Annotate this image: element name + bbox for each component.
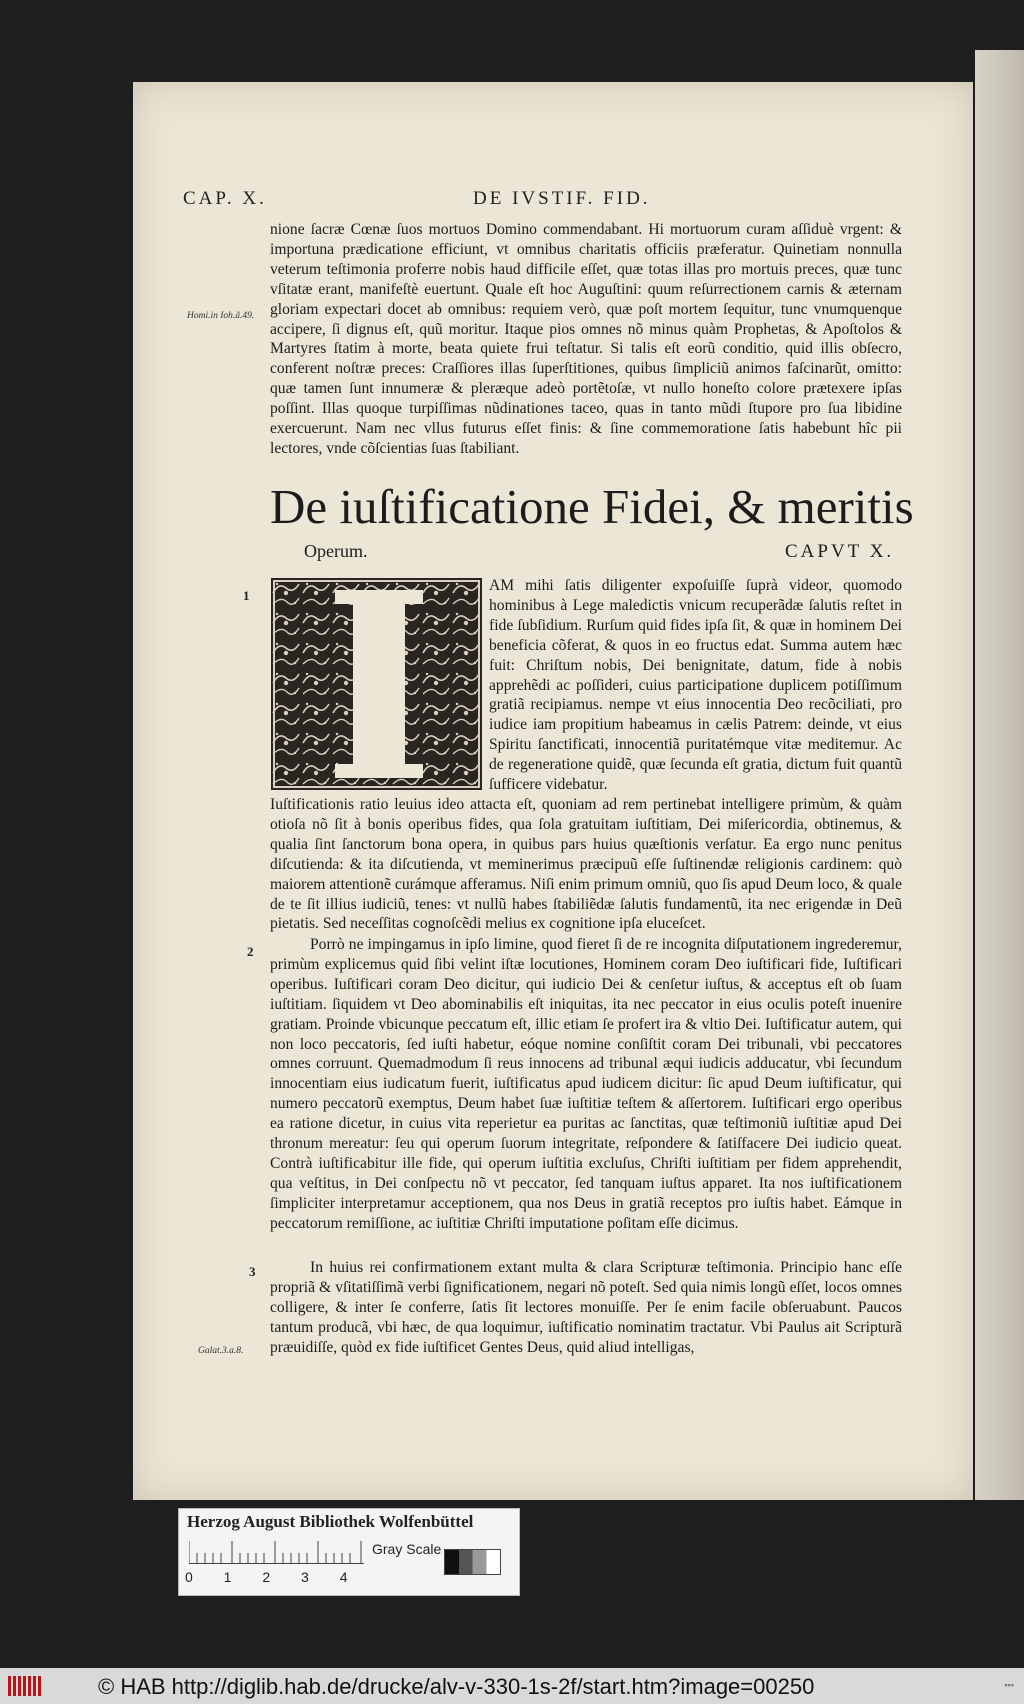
section-number-1: 1 xyxy=(243,588,250,603)
decorated-initial-letter xyxy=(271,578,482,790)
paragraph-one-continuation: Iuſtificationis ratio leuius ideo attacta eſt, quoniam ad rem pertinebat intelligere primùm, & quàm otioſa nõ ſit à bonis operibus fides, qua ſola gratuitam iuſtitiam, Dei miſericordia, obtinemus, & qualia ſint ſanctorum bona opera, in quibus pars huius quæſtionis verſatur. Ea ergo nunc penitus diſcutienda: & ita diſcutienda, vt meminerimus præcipuũ eſſe ſuſtinendæ religionis cardinem: quò maiorem attentionẽ curámque afferamus. Niſi enim primum omniũ, quo ſis apud Deum loco, & quale de te ſit illius iudiciũ, tenes: vt nullũ habes ſtabiliẽdæ ſalutis fundamentũ, ita nec erigendæ in Deũ pietatis. Sed neceſſitas cognoſcẽdi melius ex cognitione ipſa eluceſcet. xyxy=(270,796,902,933)
source-url[interactable]: © HAB http://diglib.hab.de/drucke/alv-v-330-1s-2f/start.htm?image=00250 xyxy=(98,1674,815,1699)
library-color-card xyxy=(178,1508,520,1596)
url-bar xyxy=(0,1668,1024,1704)
ruler-ticks-icon xyxy=(189,1541,364,1563)
floral-pattern-icon xyxy=(271,578,482,790)
dropcap-paragraph: AM mihi ſatis diligenter expoſuiſſe ſuprà videor, quomodo hominibus à Lege maledictis vnicum recuperãdæ ſalutis reſtet in fide ſubſidium. Rurſum quid fides ipſa ſit, & quæ in hominem Dei beneficia cõferat, & quos in eo fructus edat. Summa autem hæc fuit: Chriſtum nobis, Dei benignitate, datum, fide à nobis apprehẽdi ac poſſideri, cuius participatione duplicem potiſſimum gratiã recipiamus. nempe vt eius innocentia Deo recõciliati, pro iudice iam propitium habeamus in cælis Patrem: deinde, vt eius Spiritu ſanctificati, innocentiã puritatémque vitæ meditemur. Ac de regeneratione quidẽ, quæ ſecunda eſt gratia, dictum fuit quantũ ſufficere videbatur. xyxy=(489,577,902,794)
running-head-chapter: CAP. X. xyxy=(183,188,267,209)
paragraph-three: In huius rei confirmationem extant multa & clara Scripturæ teſtimonia. Principio hanc eſſe propriã & vſitatiſſimã verbi ſignificationem, negari nõ poteſt. Sed quia nimis longũ eſſet, locos omnes colligere, & inter ſe conferre, ſatis ſit lectores monuiſſe. Per ſe enim facile obſeruabunt. Paucos tantum producã, vbi hæc, de qua loquimur, iuſtificatio nominatim tractatur. Vbi Paulus ait Scripturã præuidiſſe, quòd ex fide iuſtificet Gentes Deus, quid aliud intelligas, xyxy=(270,1259,902,1356)
library-name: Herzog August Bibliothek Wolfenbüttel xyxy=(187,1512,474,1531)
margin-note-homily: Homi.in Ioh.ã.49. xyxy=(187,311,255,321)
gray-scale-swatch xyxy=(444,1549,501,1575)
section-heading: De iuſtificatione Fidei, & meritis xyxy=(270,479,914,534)
section-subheading: Operum. xyxy=(304,541,368,561)
section-number-2: 2 xyxy=(247,944,254,959)
scale-ruler xyxy=(189,1541,364,1564)
gray-scale-label: Gray Scale xyxy=(372,1541,442,1557)
running-head-title: DE IVSTIF. FID. xyxy=(473,188,651,209)
ruler-numbers: 0 1 2 3 4 xyxy=(185,1569,348,1585)
top-paragraph: nione ſacræ Cœnæ ſuos mortuos Domino commendabant. Hi mortuorum curam aſſiduè vrgent: & importuna prædicatione efficiunt, vt omnibus charitatis officiis præferatur. Quinetiam nonnulla veterum teſtimonia proferre nobis haud difficile eſſet, quæ totas illas pro mortuis preces, quæ tunc vſitatæ erant, manifeſtè euertunt. Quale eſt hoc Auguſtini: quum reſurrectionem carnis & æternam gloriam expectari docet ab omnibus: requiem verò, quæ poſt mortem ſequitur, tunc vnumquenque accipere, ſi dignus eſt, quũ moritur. Itaque pios omnes nõ minus quàm Prophetas, & Apoſtolos & Martyres ſtatim à morte, beata quiete frui teſtatur. Si talis eſt eorũ conditio, quid illis obſecro, conferent noſtræ preces: Craſſiores illas ſuperſtitiones, quibus ſimpliciũ animos faſcinarũt, omitto: quæ tamen ſunt innumeræ & pleræque adeò portẽtoſæ, vt nullo honeſto colore prætexere ipſas poſſint. Illas quoque turpiſſimas nũdinationes taceo, quas in tanto mũdi ſtupore pro ſua libidine exercuerunt. Nam nec vllus futurus eſſet finis: & ſine commemoratione ſatis habebunt hîc pii lectores, vnde cõſcientias ſuas ſtabiliant. xyxy=(270,221,902,457)
caput-label: CAPVT X. xyxy=(785,541,895,562)
adjacent-page-edge xyxy=(975,50,1024,1500)
margin-note-galatians: Galat.3.a.8. xyxy=(198,1346,244,1356)
hab-logo-icon xyxy=(6,1672,46,1700)
url-dots: ▪▪▪ xyxy=(1004,1680,1014,1690)
section-number-3: 3 xyxy=(249,1264,256,1279)
paragraph-two: Porrò ne impingamus in ipſo limine, quod fieret ſi de re incognita diſputationem ingrederemur, primùm explicemus quid ſibi velint iſtæ locutiones, Hominem coram Deo iuſtificari fide, Iuſtificari operibus. Iuſtificari coram Deo dicitur, qui iudicio Dei & cenſetur iuſtus, & acceptus eſt ob ſuam iuſtitiam. ſiquidem vt Deo abominabilis eſt iniquitas, ita nec peccator in eius oculis poteſt inuenire gratiam. Proinde vbicunque peccatum eſt, illic etiam ſe profert ira & vltio Dei. Iuſtificatur autem, qui non loco peccatoris, ſed iuſti habetur, eóque nomine conſiſtit coram Dei tribunali, vbi peccatores omnes corruunt. Quemadmodum ſi reus innocens ad tribunal æqui iudicis adducatur, vbi ſecundum innocentiam eius iudicatum fuerit, iuſtificatus apud iudicem dicitur: ſic apud Deum iuſtificatur, qui numero peccatorũ exemptus, Deum habet ſuæ iuſtitiæ teſtem & aſſertorem. Iuſtificari ergo operibus ea ratione dicetur, in cuius vita reperietur ea puritas ac ſanctitas, quæ teſtimoniũ iuſtitiæ apud Dei thronum mereatur: ſeu qui operum ſuorum integritate, reſpondere & ſatiſfacere Dei iudicio queat. Contrà iuſtificabitur ille fide, qui operum iuſtitia excluſus, Chriſti iuſtitiam per fidem apprehendit, qua veſtitus, in Dei conſpectu nõ vt peccator, ſed tanquam iuſtus apparet. Ita nos iuſtificationem ſimpliciter interpretamur acceptionem, qua nos Deus in gratiã receptos pro iuſtis habet. Eámque in peccatorum remiſſione, ac iuſtitiæ Chriſti imputatione poſitam eſſe dicimus. xyxy=(270,936,902,1232)
